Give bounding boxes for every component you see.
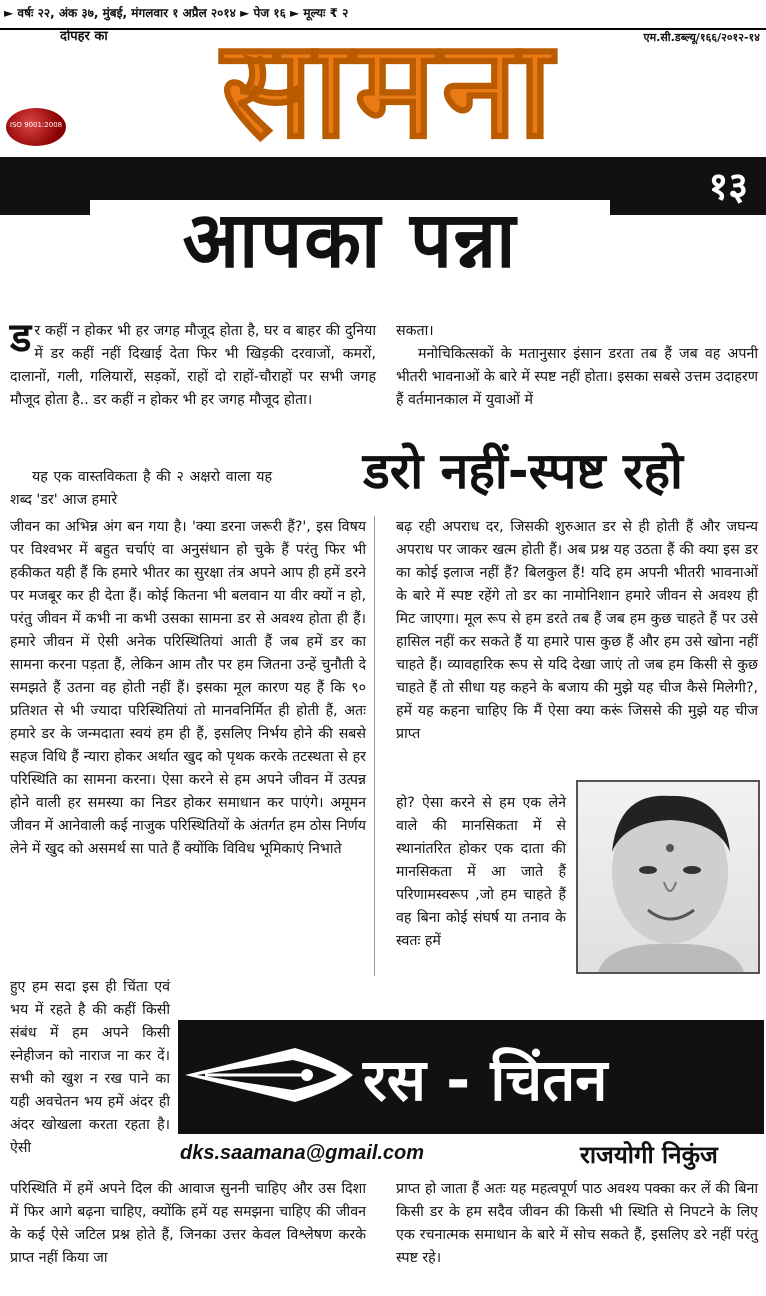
section-title: आपका पन्ना bbox=[182, 194, 518, 286]
logo-text: सामना bbox=[221, 28, 559, 148]
registration-number: एम.सी.डब्ल्यू/१६६/२०१२-१४ bbox=[643, 31, 760, 44]
edition-info: ► वर्षः २२, अंक ३७, मुंबई, मंगलवार १ अप्रैल २०१४ ► पेज १६ ► मूल्यः ₹ २ bbox=[4, 6, 349, 20]
right-column-narrow bbox=[396, 792, 566, 953]
bottom-left-column bbox=[10, 1178, 366, 1270]
intro-left-second bbox=[10, 466, 272, 512]
right-column-main bbox=[396, 516, 758, 746]
page-number: १३ bbox=[708, 164, 748, 208]
left-column-main bbox=[10, 516, 366, 861]
intro-right-line: सकता। bbox=[396, 323, 434, 339]
iso-seal-text: ISO 9001:2008 bbox=[9, 121, 63, 129]
right-narrow-text: हो? ऐसा करने से हम एक लेने वाले की मानसिकता में से स्थानांतरित होकर एक दाता की मानसिकता में आ जाते हैं परिणामस्वरूप ,जो हम चाहते हैं वह बिना कोई संघर्ष या तनाव के स्वतः हमें bbox=[396, 795, 566, 949]
column-email[interactable]: dks.saamana@gmail.com bbox=[180, 1142, 425, 1164]
bottom-right-column bbox=[396, 1178, 758, 1270]
intro-right-paragraph: मनोचिकित्सकों के मतानुसार इंसान डरता तब हैं जब वह अपनी भीतरी भावनाओं के बारे में स्पष्ट नहीं होता। इसका सबसे उत्तम उदाहरण हैं वर्तमानकाल में युवाओं में bbox=[396, 346, 758, 408]
section-title-box bbox=[90, 194, 610, 286]
column-divider bbox=[374, 516, 375, 976]
article-headline-box bbox=[282, 437, 764, 505]
intro-paragraph-2: यह एक वास्तविकता है की २ अक्षरो वाला यह शब्द 'डर' आज हमारे bbox=[10, 469, 272, 508]
left-column-narrow bbox=[10, 976, 170, 1160]
intro-left-top bbox=[10, 315, 376, 412]
portrait-image bbox=[578, 782, 758, 972]
iso-seal bbox=[6, 108, 66, 146]
newspaper-logo bbox=[30, 28, 750, 148]
drop-cap: ड bbox=[10, 315, 32, 361]
right-main-text: बढ़ रही अपराध दर, जिसकी शुरुआत डर से ही होती हैं और जघन्य अपराध पर जाकर खत्म होती हैं। अब प्रश्न यह उठता हैं की क्या इस डर का कोई इलाज नहीं हैं? बिलकुल हैं! यदि हम अपनी भीतरी भावनाओं के बारे में स्पष्ट रहेंगे तो डर का नामोनिशान हमारे जीवन से अवश्य ही मिट जाएगा। मूल रूप से हम डरते तब हैं जब हम कुछ चाहते हैं पर उसे हासिल नहीं कर सकते हैं या हमारे पास कुछ हैं और हम उसे खोना नहीं चाहते हैं। व्यावहारिक रूप से यदि देखा जाएं तो जब हम किसी से कुछ चाहते हैं तो सीधा यह कहने के बजाय की मुझे यह चीज कैसे मिलेगी?, हमें यह कहना चाहिए कि मैं ऐसा क्या करूं जिससे की मुझे यह चीज प्राप्त bbox=[396, 519, 758, 742]
intro-right bbox=[396, 320, 758, 412]
masthead-strip bbox=[0, 0, 766, 30]
left-main-text: जीवन का अभिन्न अंग बन गया है। 'क्या डरना जरूरी हैं?', इस विषय पर विश्वभर में बहुत चर्चाएं वा अनुसंधान हो चुके हैं परंतु फिर भी हकीकत यही हैं कि हमारे भीतर का सुरक्षा तंत्र अपने आप ही हमें डरने पर मजबूर कर ही देता हैं। कोई कितना भी बलवान या वीर क्यों न हो, परंतु जीवन में कभी ना कभी उसका सामना डर से अवश्य होता ही हैं। हमारे जीवन में ऐसी अनेक परिस्थितियां आती हैं जब हमें डर का सामना करना पड़ता हैं, लेकिन आम तौर पर हम जितना उन्हें चुनौती दे समझते हैं उतना वह होती नहीं हैं। इसका मूल कारण यह हैं कि ९० प्रतिशत से भी ज्यादा परिस्थितियां तो मानवनिर्मित ही होती हैं, अतः हमारे डर के जन्मदाता स्वयं हम ही हैं, इसलिए निर्भय होने की सबसे सहज विधि हैं न्यारा होकर अर्थात खुद को पृथक करके तटस्थता से हर परिस्थिति का सामना करना। ऐसा करने से हम अपने जीवन में उत्पन्न होने वाली हर समस्या का निडर होकर समाधान कर पाएंगे। अमूमन जीवन में आनेवाली कई नाजुक परिस्थितियों के अंतर्गत हम ठोस निर्णय लेने में खुद को असमर्थ सा पाते हैं क्योंकि विविध भूमिकाएं निभाते bbox=[10, 519, 366, 857]
masthead-tagline: दोपहर का bbox=[60, 29, 108, 44]
column-title: रस - चिंतन bbox=[363, 1046, 608, 1114]
article-headline: डरो नहीं-स्पष्ट रहो bbox=[363, 442, 683, 500]
intro-paragraph-1: र कहीं न होकर भी हर जगह मौजूद होता है, घर व बाहर की दुनिया में डर कहीं नहीं दिखाई देता फिर भी खिड़की दरवाजों, कमरों, दालानों, गली, गलियारों, सड़कों, राहों दो राहों-चौराहों पर सभी जगह मौजूद होता है.. डर कहीं न होकर भी हर जगह मौजूद होता। bbox=[10, 323, 376, 408]
left-narrow-text: हुए हम सदा इस ही चिंता एवं भय में रहते है की कहीं किसी संबंध में हम अपने किसी स्नेहीजन को नाराज ना कर दें। सभी को खुश न रख पाने का यही अवचेतन भय हमें अंदर ही अंदर खोखला करता रहता है। ऐसी bbox=[10, 979, 170, 1156]
column-author: राजयोगी निकुंज bbox=[580, 1141, 718, 1169]
pen-nib-icon bbox=[185, 1040, 355, 1110]
bottom-left-text: परिस्थिति में हमें अपने दिल की आवाज सुननी चाहिए और उस दिशा में फिर आगे बढ़ना चाहिए, क्योंकि हमें यह समझना चाहिए की जीवन के कई ऐसे जटिल प्रश्न होते हैं, जिनका उत्तर केवल विश्लेषण करके प्राप्त नहीं किया जा bbox=[10, 1181, 366, 1266]
bottom-right-text: प्राप्त हो जाता हैं अतः यह महत्वपूर्ण पाठ अवश्य पक्का कर लें की बिना किसी डर के हम सदैव जीवन की किसी भी स्थिति से निपटने के लिए एक रचनात्मक समाधान के बारे में सोच सकते हैं, इसलिए डरे नहीं परंतु स्पष्ट रहे। bbox=[396, 1181, 758, 1266]
author-photo bbox=[576, 780, 760, 974]
